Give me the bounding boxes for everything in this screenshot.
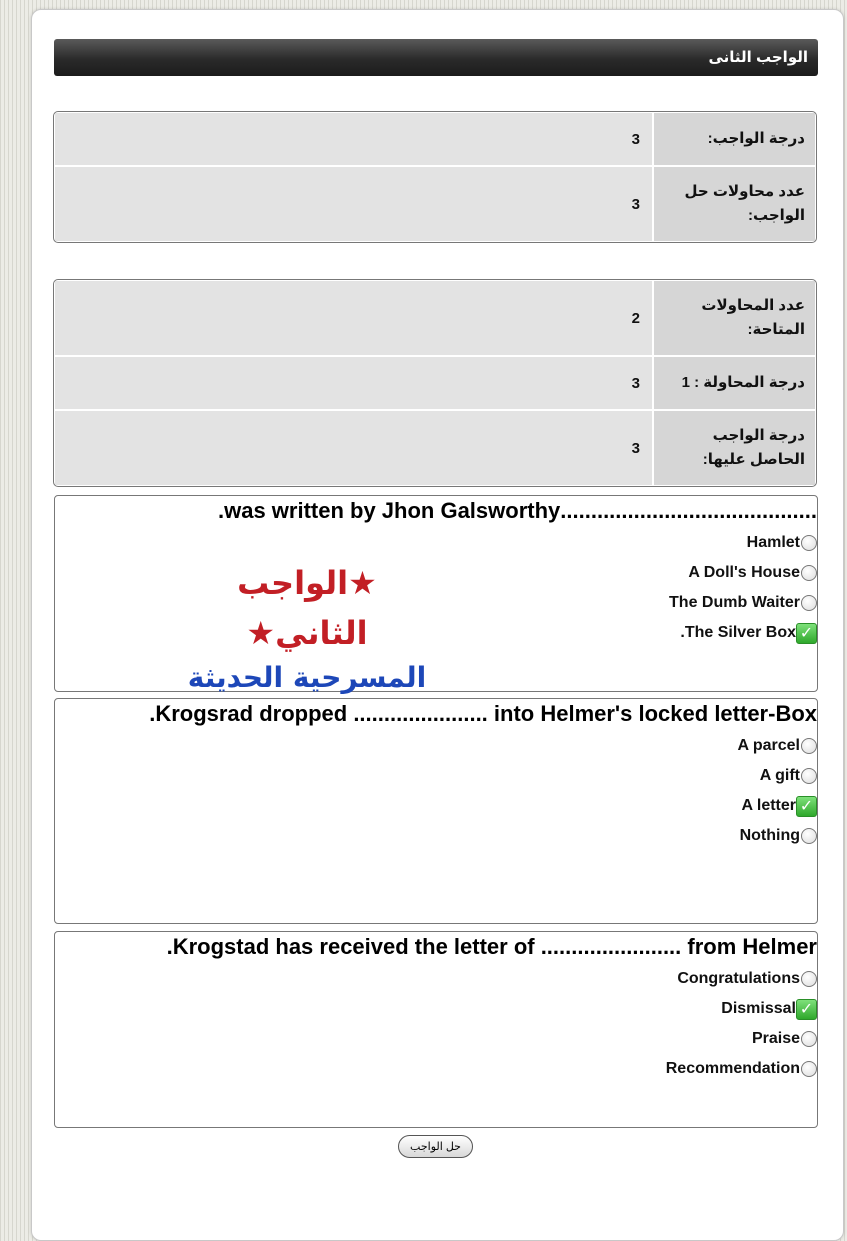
option-label: A gift — [759, 767, 800, 784]
option-label: The Dumb Waiter — [669, 594, 800, 611]
radio-button[interactable] — [801, 1031, 817, 1047]
question-2 — [54, 698, 818, 924]
solve-assignment-button[interactable]: حل الواجب — [398, 1135, 473, 1158]
option-label: Praise — [751, 1030, 800, 1047]
radio-button[interactable] — [801, 971, 817, 987]
checkmark-icon: ✓ — [796, 796, 817, 817]
options-list — [55, 964, 817, 1084]
info-row-attempt-grade — [55, 357, 815, 411]
option-nothing[interactable] — [55, 821, 817, 851]
info-value: 2 — [55, 281, 652, 355]
promo-title: ★الواجب الثاني★ — [237, 564, 377, 652]
option-a-letter[interactable] — [55, 791, 817, 821]
option-hamlet[interactable] — [55, 528, 817, 558]
info-value: 3 — [55, 411, 652, 485]
radio-button[interactable] — [801, 1061, 817, 1077]
option-label: Hamlet — [746, 534, 800, 551]
option-label: The Silver Box. — [680, 624, 796, 641]
option-label: A letter — [741, 797, 796, 814]
option-a-gift[interactable] — [55, 761, 817, 791]
question-3 — [54, 931, 818, 1128]
option-label: Congratulations — [677, 970, 800, 987]
radio-button[interactable] — [801, 828, 817, 844]
info-value: 3 — [55, 167, 652, 241]
question-text: ..........................................was written by Jhon Galsworthy. — [217, 498, 817, 523]
radio-button[interactable] — [801, 768, 817, 784]
radio-button[interactable] — [801, 738, 817, 754]
info-row-grade — [55, 113, 815, 167]
option-congratulations[interactable] — [55, 964, 817, 994]
info-label: عدد محاولات حل الواجب: — [652, 167, 815, 241]
info-label: عدد المحاولات المتاحة: — [652, 281, 815, 355]
info-row-attempts — [55, 167, 815, 241]
checkmark-icon: ✓ — [796, 999, 817, 1020]
info-label: درجة المحاولة : 1 — [652, 357, 815, 409]
question-text: Krogsrad dropped ...................... into Helmer's locked letter-Box. — [149, 701, 817, 726]
radio-button[interactable] — [801, 595, 817, 611]
info-row-remaining-attempts — [55, 281, 815, 357]
info-label: درجة الواجب: — [652, 113, 815, 165]
assignment-title-bar — [54, 39, 818, 76]
question-text: Krogstad has received the letter of ....................... from Helmer. — [166, 934, 817, 959]
option-dismissal[interactable] — [55, 994, 817, 1024]
option-label: A parcel — [737, 737, 800, 754]
assignment-panel — [31, 9, 844, 1241]
option-label: Recommendation — [665, 1060, 800, 1077]
info-value: 3 — [55, 113, 652, 165]
option-label: A Doll's House — [688, 564, 800, 581]
info-row-earned-grade — [55, 411, 815, 485]
option-a-parcel[interactable] — [55, 731, 817, 761]
attempt-info-table — [53, 279, 817, 487]
option-praise[interactable] — [55, 1024, 817, 1054]
checkmark-icon: ✓ — [796, 623, 817, 644]
radio-button[interactable] — [801, 535, 817, 551]
info-value: 3 — [55, 357, 652, 409]
promo-subtitle: المسرحية الحديثة — [187, 661, 427, 694]
assignment-info-table — [53, 111, 817, 243]
option-label: Dismissal — [721, 1000, 796, 1017]
options-list — [55, 731, 817, 851]
info-label: درجة الواجب الحاصل عليها: — [652, 411, 815, 485]
page-title: الواجب الثانى — [708, 49, 808, 66]
option-label: Nothing — [739, 827, 800, 844]
radio-button[interactable] — [801, 565, 817, 581]
option-recommendation[interactable] — [55, 1054, 817, 1084]
promo-banner — [177, 558, 437, 694]
